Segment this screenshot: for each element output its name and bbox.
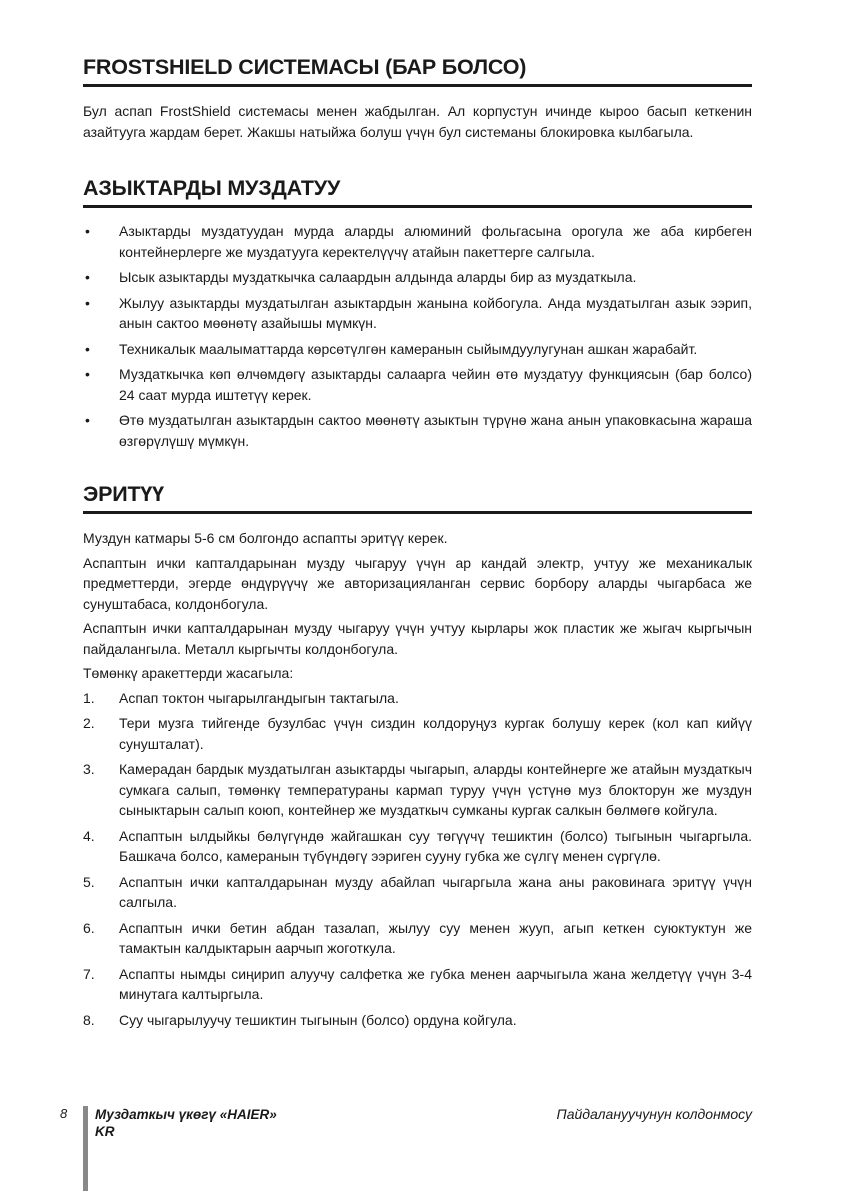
- footer-manual-title: Пайдалануучунун колдонмосу: [556, 1106, 752, 1122]
- step-number: 3.: [83, 761, 95, 777]
- bullet-marker: •: [85, 412, 90, 428]
- step-number: 7.: [83, 965, 95, 982]
- thawing-paragraph: Муздун катмары 5-6 см болгондо аспапты эритүү керек.: [83, 530, 448, 546]
- frostshield-text: Бул аспап FrostShield системасы менен жабдылган. Ал корпустун ичинде кыроо басып кеткенин азайтууга жардам берет. Жакшы натыйжа болуш үчүн бул системаны блокировка кылбагыла.: [83, 103, 752, 140]
- step-item: [83, 964, 752, 1005]
- step-text: Аспаптын ылдыйкы бөлүгүндө жайгашкан суу төгүүчү тешиктин (болсо) тыгынын чыгаргыла. Башкача болсо, камеранын түбүндөгү ээриген сууну губка же сүлгү менен сүргүлө.: [119, 827, 752, 864]
- thawing-steps: [83, 688, 752, 1031]
- step-item: [83, 713, 752, 754]
- list-item: [83, 364, 752, 405]
- step-item: [83, 688, 752, 709]
- step-text: Аспапты нымды сиңирип алуучу салфетка же губка менен аарчыгыла жана желдетүү үчүн 3-4 минутага калтыргыла.: [119, 965, 752, 1002]
- step-item: [83, 1010, 752, 1031]
- step-number: 8.: [83, 1011, 95, 1028]
- thawing-title: ЭРИТҮҮ: [83, 481, 752, 514]
- step-item: [83, 918, 752, 959]
- footer-product: [95, 1106, 277, 1140]
- step-number: 2.: [83, 715, 95, 731]
- bullet-marker: •: [85, 366, 90, 382]
- freezing-title: АЗЫКТАРДЫ МУЗДАТУУ: [83, 175, 752, 208]
- footer-language-code: KR: [95, 1124, 115, 1139]
- bullet-marker: •: [85, 340, 90, 357]
- thawing-paragraph: Төмөнкү аракеттерди жасагыла:: [83, 665, 294, 681]
- step-number: 5.: [83, 873, 95, 890]
- footer-divider: [83, 1106, 88, 1191]
- step-number: 4.: [83, 827, 95, 844]
- step-text: Суу чыгарылуучу тешиктин тыгынын (болсо) ордуна койгула.: [119, 1011, 517, 1028]
- list-item-text: Муздаткычка көп өлчөмдөгү азыктарды салаарга чейин өтө муздатуу функциясын (бар болсо) 24 саат мурда иштетүү керек.: [119, 366, 752, 403]
- step-item: [83, 759, 752, 821]
- step-number: 6.: [83, 919, 95, 936]
- footer-product-name: Муздаткыч үкөгү «HAIER»: [95, 1107, 277, 1122]
- freezing-list: [83, 221, 752, 451]
- list-item-text: Техникалык маалыматтарда көрсөтүлгөн камеранын сыйымдуулугунан ашкан жарабайт.: [119, 340, 698, 357]
- step-item: [83, 872, 752, 913]
- page-number: 8: [60, 1106, 68, 1121]
- thawing-paragraph: Аспаптын ички капталдарынан музду чыгаруу үчүн ар кандай электр, учтуу же механикалык предметтерди, эгерде өндүрүүчү же авторизацияланган сервис борбору аларды чыгарбаса же сунуштабаса, колдонбогула.: [83, 554, 752, 612]
- bullet-marker: •: [85, 223, 90, 239]
- frostshield-title: FROSTSHIELD СИСТЕМАСЫ (БАР БОЛСО): [83, 54, 752, 87]
- list-item-text: Өтө муздатылган азыктардын сактоо мөөнөтү азыктын түрүнө жана анын упаковкасына жараша өзгөрүлүшү мүмкүн.: [119, 412, 752, 449]
- step-text: Аспаптын ички капталдарынан музду абайлап чыгаргыла жана аны раковинага эритүү үчүн салгыла.: [119, 873, 752, 910]
- list-item-text: Азыктарды муздатуудан мурда аларды алюминий фольгасына орогула же аба кирбеген контейнерлерге же муздатууга керектелүүчү атайын пакеттерге салгыла.: [119, 223, 752, 260]
- bullet-marker: •: [85, 269, 90, 285]
- step-text: Камерадан бардык муздатылган азыктарды чыгарып, аларды контейнерге же атайын муздаткыч сумкага салып, төмөнкү температураны кармап туруу үчүн үстүнө муз блокторун же муздун сыныктарын салып коюп, контейнер же муздаткыч сумканы кургак салкын бөлмөгө койгула.: [119, 761, 752, 818]
- list-item: [83, 267, 752, 288]
- bullet-marker: •: [85, 294, 90, 311]
- list-item: [83, 293, 752, 334]
- step-text: Аспаптын ички бетин абдан тазалап, жылуу суу менен жууп, агып кеткен суюктуктун же тамактын калдыктарын аарчып жоготкула.: [119, 919, 752, 956]
- step-text: Аспап токтон чыгарылгандыгын тактагыла.: [119, 689, 399, 706]
- step-number: 1.: [83, 689, 95, 706]
- list-item: [83, 339, 752, 360]
- step-text: Тери музга тийгенде бузулбас үчүн сиздин колдоруңуз кургак болушу керек (кол кап кийүү сунушталат).: [119, 715, 752, 752]
- page-content: [83, 54, 752, 1035]
- thawing-paragraph: Аспаптын ички капталдарынан музду чыгаруу үчүн учтуу кырлары жок пластик же жыгач кыргычын пайдалангыла. Металл кыргычты колдонбогула.: [83, 620, 752, 657]
- list-item-text: Жылуу азыктарды муздатылган азыктардын жанына койбогула. Анда муздатылган азык ээрип, анын сактоо мөөнөтү азайышы мүмкүн.: [119, 294, 752, 331]
- step-item: [83, 826, 752, 867]
- list-item-text: Ысык азыктарды муздаткычка салаардын алдында аларды бир аз муздаткыла.: [119, 269, 637, 285]
- list-item: [83, 221, 752, 262]
- list-item: [83, 410, 752, 451]
